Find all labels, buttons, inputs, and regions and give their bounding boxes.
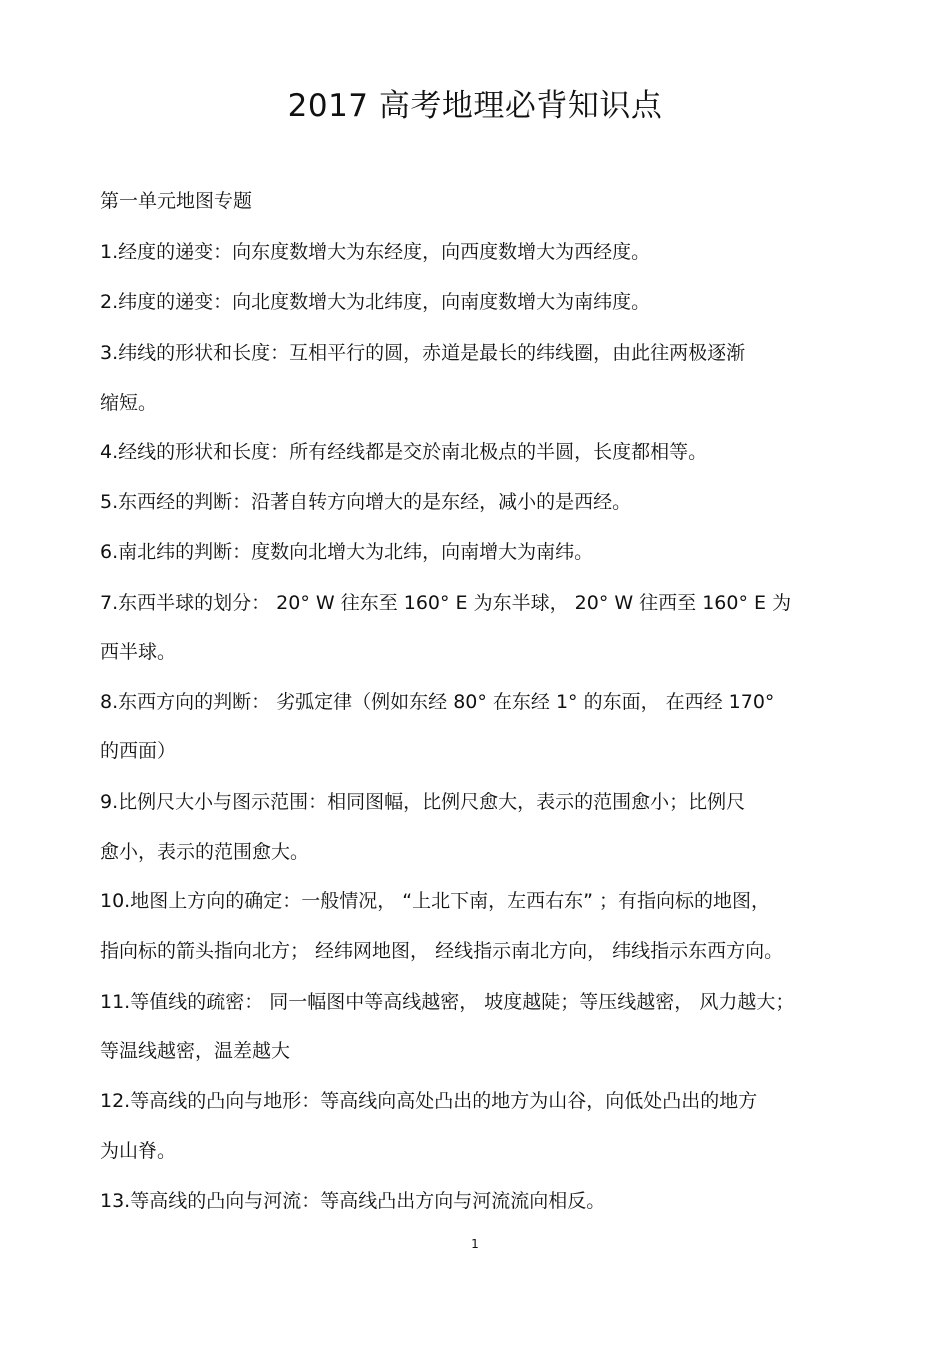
text-line-3: 3.纬线的形状和长度：互相平行的圆，赤道是最长的纬线圈，由此往两极逐渐 — [100, 342, 746, 364]
text-line-13: 愈小，表示的范围愈大。 — [100, 841, 310, 863]
text-line-4: 缩短。 — [100, 392, 158, 414]
text-line-19: 为山脊。 — [100, 1140, 177, 1162]
document-title: 2017 高考地理必背知识点 — [287, 88, 663, 124]
text-line-17: 等温线越密，温差越大 — [100, 1040, 291, 1062]
section-heading: 第一单元地图专题 — [100, 190, 253, 212]
text-line-10: 8.东西方向的判断： 劣弧定律（例如东经 80° 在东经 1° 的东面， 在西经 170° — [100, 691, 775, 713]
text-line-12: 9.比例尺大小与图示范围：相同图幅，比例尺愈大，表示的范围愈小；比例尺 — [100, 791, 746, 813]
text-line-7: 6.南北纬的判断：度数向北增大为北纬，向南增大为南纬。 — [100, 541, 594, 563]
text-line-18: 12.等高线的凸向与地形：等高线向高处凸出的地方为山谷，向低处凸出的地方 — [100, 1090, 758, 1112]
text-line-5: 4.经线的形状和长度：所有经线都是交於南北极点的半圆，长度都相等。 — [100, 441, 708, 463]
text-line-1: 1.经度的递变：向东度数增大为东经度，向西度数增大为西经度。 — [100, 241, 651, 263]
text-line-14: 10.地图上方向的确定：一般情况， “上北下南，左西右东” ；有指向标的地图， — [100, 890, 770, 912]
text-line-6: 5.东西经的判断：沿著自转方向增大的是东经，减小的是西经。 — [100, 491, 632, 513]
text-line-2: 2.纬度的递变：向北度数增大为北纬度，向南度数增大为南纬度。 — [100, 291, 651, 313]
text-line-16: 11.等值线的疏密： 同一幅图中等高线越密， 坡度越陡；等压线越密， 风力越大； — [100, 991, 795, 1013]
text-line-20: 13.等高线的凸向与河流：等高线凸出方向与河流流向相反。 — [100, 1190, 606, 1212]
text-line-15: 指向标的箭头指向北方； 经纬网地图， 经线指示南北方向， 纬线指示东西方向。 — [100, 940, 784, 962]
page-number: 1 — [471, 1237, 479, 1251]
text-line-9: 西半球。 — [100, 641, 177, 663]
text-line-8: 7.东西半球的划分： 20° W 往东至 160° E 为东半球， 20° W 往西至 160° E 为 — [100, 592, 792, 614]
text-line-11: 的西面） — [100, 740, 177, 762]
